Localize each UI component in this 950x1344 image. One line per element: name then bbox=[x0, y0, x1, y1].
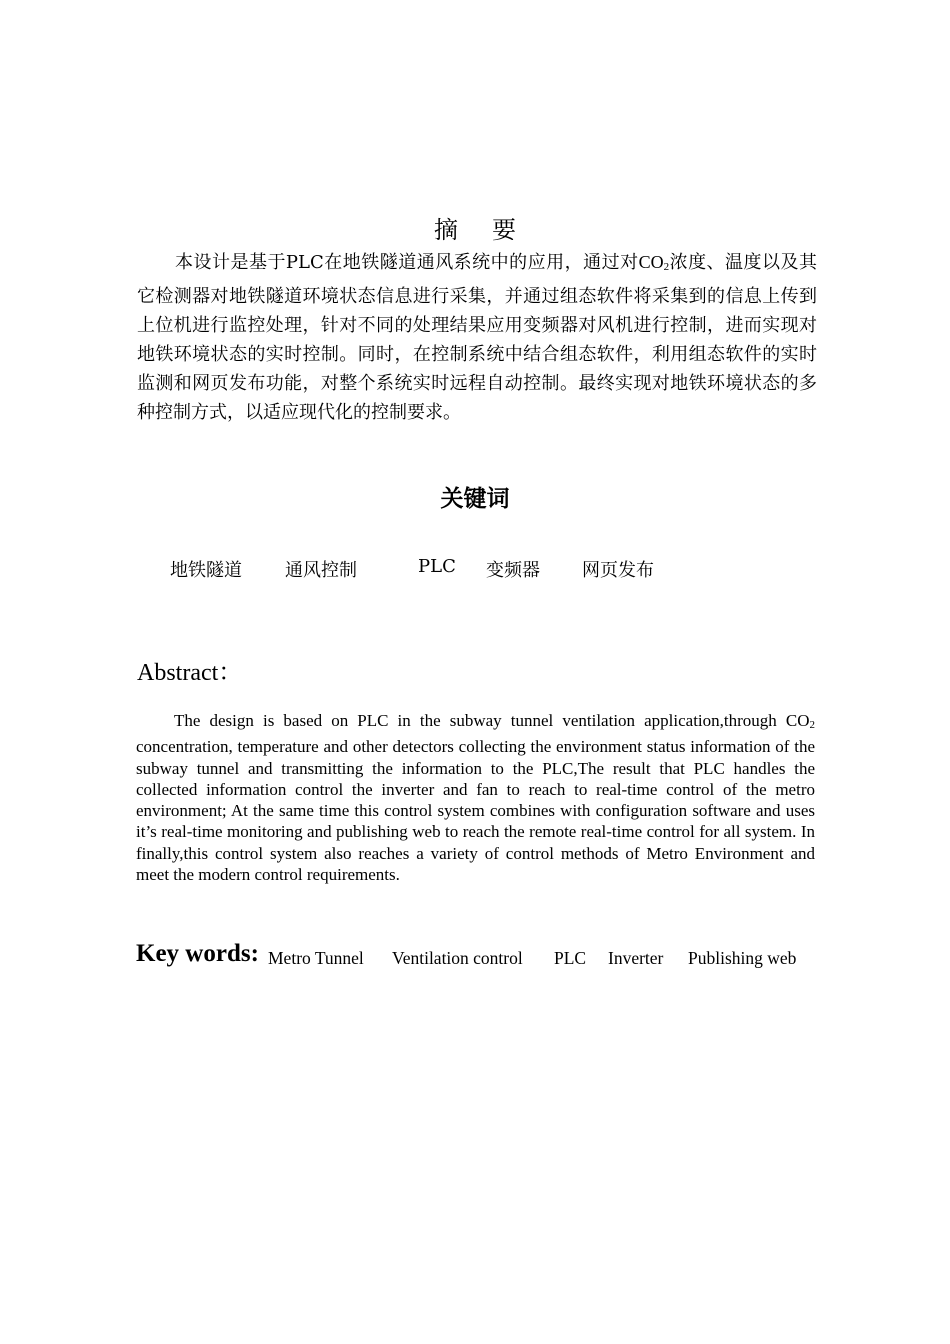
en-abstract-title: Abstract： bbox=[137, 660, 243, 686]
cn-keyword: 通风控制 bbox=[285, 560, 357, 581]
en-abstract-paragraph bbox=[136, 710, 815, 885]
cn-keyword: PLC bbox=[418, 556, 456, 577]
cn-abstract-paragraph bbox=[137, 248, 817, 427]
en-co2-formula bbox=[786, 711, 815, 730]
en-keyword: Inverter bbox=[608, 948, 664, 968]
cn-abstract-title: 摘要 bbox=[434, 216, 550, 244]
en-abstract-text-part1: The design is based on PLC in the subway tunnel ventilation application,through bbox=[174, 711, 786, 730]
cn-abstract-text-part2: 浓度、温度以及其它检测器对地铁隧道环境状态信息进行采集，并通过组态软件将采集到的信息上传到上位机进行监控处理，针对不同的处理结果应用变频器对风机进行控制，进而实现对地铁环境状态的实时控制。同时，在控制系统中结合组态软件，利用组态软件的实时监测和网页发布功能，对整个系统实时远程自动控制。最终实现对地铁环境状态的多种控制方式，以适应现代化的控制要求。 bbox=[137, 252, 818, 423]
cn-keyword: 地铁隧道 bbox=[170, 560, 242, 581]
cn-co2-base: CO bbox=[638, 252, 664, 272]
cn-abstract-text-part1: 本设计是基于PLC在地铁隧道通风系统中的应用，通过对 bbox=[175, 252, 639, 273]
cn-keyword: 变频器 bbox=[486, 560, 540, 581]
en-abstract-body bbox=[136, 710, 815, 885]
cn-keywords-title: 关键词 bbox=[440, 485, 510, 512]
cn-keyword: 网页发布 bbox=[582, 560, 654, 581]
en-abstract-text-part2: concentration, temperature and other detectors collecting the environment status information of the subway tunnel and transmitting the information to the PLC,The result that PLC handles the collected information control the inverter and fan to reach to real-time control of the metro environment; At the same time this control system combines with configuration software and uses it’s real-time monitoring and publishing web to reach the remote real-time control for all system. In finally,this control system also reaches a variety of control methods of Metro Environment and meet the modern control requirements. bbox=[136, 737, 815, 885]
en-keywords-line bbox=[136, 940, 826, 976]
en-keyword: Metro Tunnel bbox=[268, 948, 364, 968]
cn-keywords-list bbox=[0, 556, 950, 586]
cn-co2-formula bbox=[639, 252, 670, 272]
cn-abstract-body bbox=[137, 248, 817, 427]
en-keyword: Ventilation control bbox=[392, 948, 523, 968]
en-keywords-label: Key words: bbox=[136, 940, 259, 967]
en-co2-subscript: 2 bbox=[809, 719, 815, 731]
en-co2-base: CO bbox=[785, 711, 810, 730]
en-keyword: PLC bbox=[554, 948, 587, 968]
cn-co2-subscript: 2 bbox=[663, 261, 670, 273]
en-keyword: Publishing web bbox=[688, 948, 797, 968]
